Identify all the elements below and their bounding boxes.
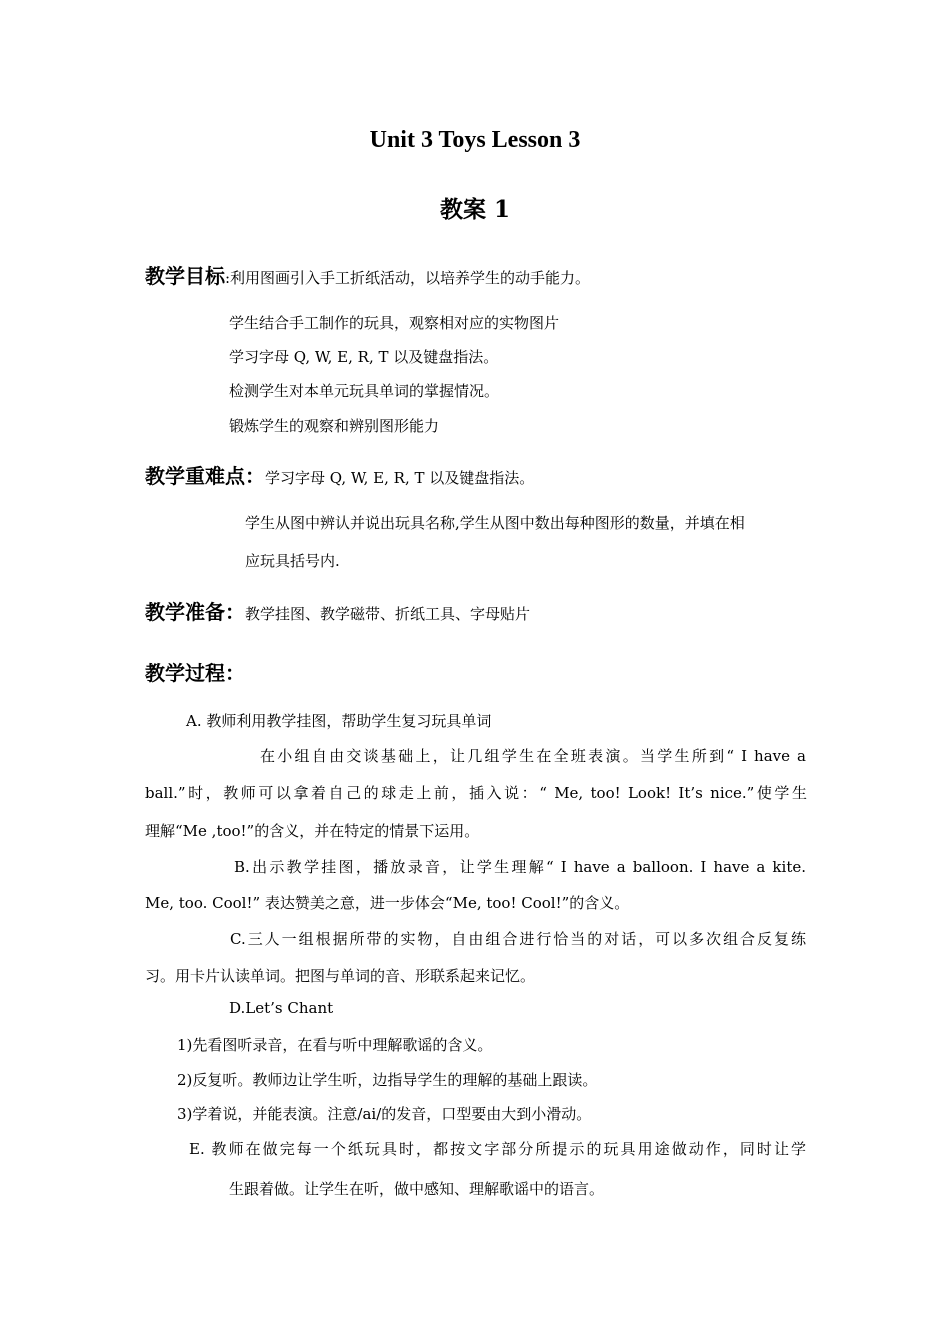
objective-item: 学生结合手工制作的玩具，观察相对应的实物图片 — [229, 314, 560, 332]
key-points-detail-line: 应玩具括号内. — [245, 552, 340, 570]
objective-item: 锻炼学生的观察和辨别图形能力 — [229, 417, 440, 435]
process-label: 教学过程： — [145, 661, 245, 685]
step-b-line: B.出示教学挂图，播放录音，让学生理解“ I have a balloon. I have a kite. — [234, 858, 806, 876]
step-b-line: Me, too. Cool!” 表达赞美之意，进一步体会“Me, too! Cool!”的含义。 — [145, 894, 630, 912]
chant-step: 1)先看图听录音，在看与听中理解歌谣的含义。 — [177, 1036, 493, 1054]
step-e-line: E. 教师在做完每一个纸玩具时，都按文字部分所提示的玩具用途做动作，同时让学 — [189, 1140, 806, 1158]
chant-step: 3)学着说，并能表演。注意/ai/的发音，口型要由大到小滑动。 — [177, 1105, 592, 1123]
objective-item: 学习字母 Q, W, E, R, T 以及键盘指法。 — [229, 348, 499, 366]
key-points-text: 学习字母 Q, W, E, R, T 以及键盘指法。 — [265, 469, 535, 487]
key-points-detail-line: 学生从图中辨认并说出玩具名称,学生从图中数出每种图形的数量，并填在相 — [245, 514, 745, 532]
objectives-label: 教学目标 — [145, 264, 225, 288]
step-c-line: 习。用卡片认读单词。把图与单词的音、形联系起来记忆。 — [145, 967, 536, 985]
preparation-label: 教学准备： — [145, 600, 245, 624]
preparation-heading — [145, 596, 530, 625]
key-points-heading — [145, 460, 534, 489]
step-e-line: 生跟着做。让学生在听，做中感知、理解歌谣中的语言。 — [229, 1180, 605, 1198]
step-a-title: A. 教师利用教学挂图，帮助学生复习玩具单词 — [186, 712, 492, 730]
process-heading — [145, 657, 245, 686]
step-d-title: D.Let’s Chant — [229, 999, 334, 1017]
key-points-label: 教学重难点： — [145, 464, 265, 488]
objectives-text: :利用图画引入手工折纸活动，以培养学生的动手能力。 — [225, 269, 591, 287]
objectives-heading — [145, 260, 590, 289]
step-a-line: ball.”时，教师可以拿着自己的球走上前，插入说：“ Me, too! Look! It’s nice.”使学生 — [145, 784, 807, 802]
step-a-line: 理解“Me ,too!”的含义，并在特定的情景下运用。 — [145, 822, 480, 840]
step-c-line: C.三人一组根据所带的实物，自由组合进行恰当的对话，可以多次组合反复练 — [230, 930, 806, 948]
document-title: Unit 3 Toys Lesson 3 — [369, 127, 581, 153]
step-a-line: 在小组自由交谈基础上，让几组学生在全班表演。当学生所到“ I have a — [260, 747, 806, 765]
document-subtitle: 教案 1 — [439, 196, 510, 223]
preparation-text: 教学挂图、教学磁带、折纸工具、字母贴片 — [245, 605, 531, 623]
chant-step: 2)反复听。教师边让学生听，边指导学生的理解的基础上跟读。 — [177, 1071, 598, 1089]
objective-item: 检测学生对本单元玩具单词的掌握情况。 — [229, 382, 500, 400]
